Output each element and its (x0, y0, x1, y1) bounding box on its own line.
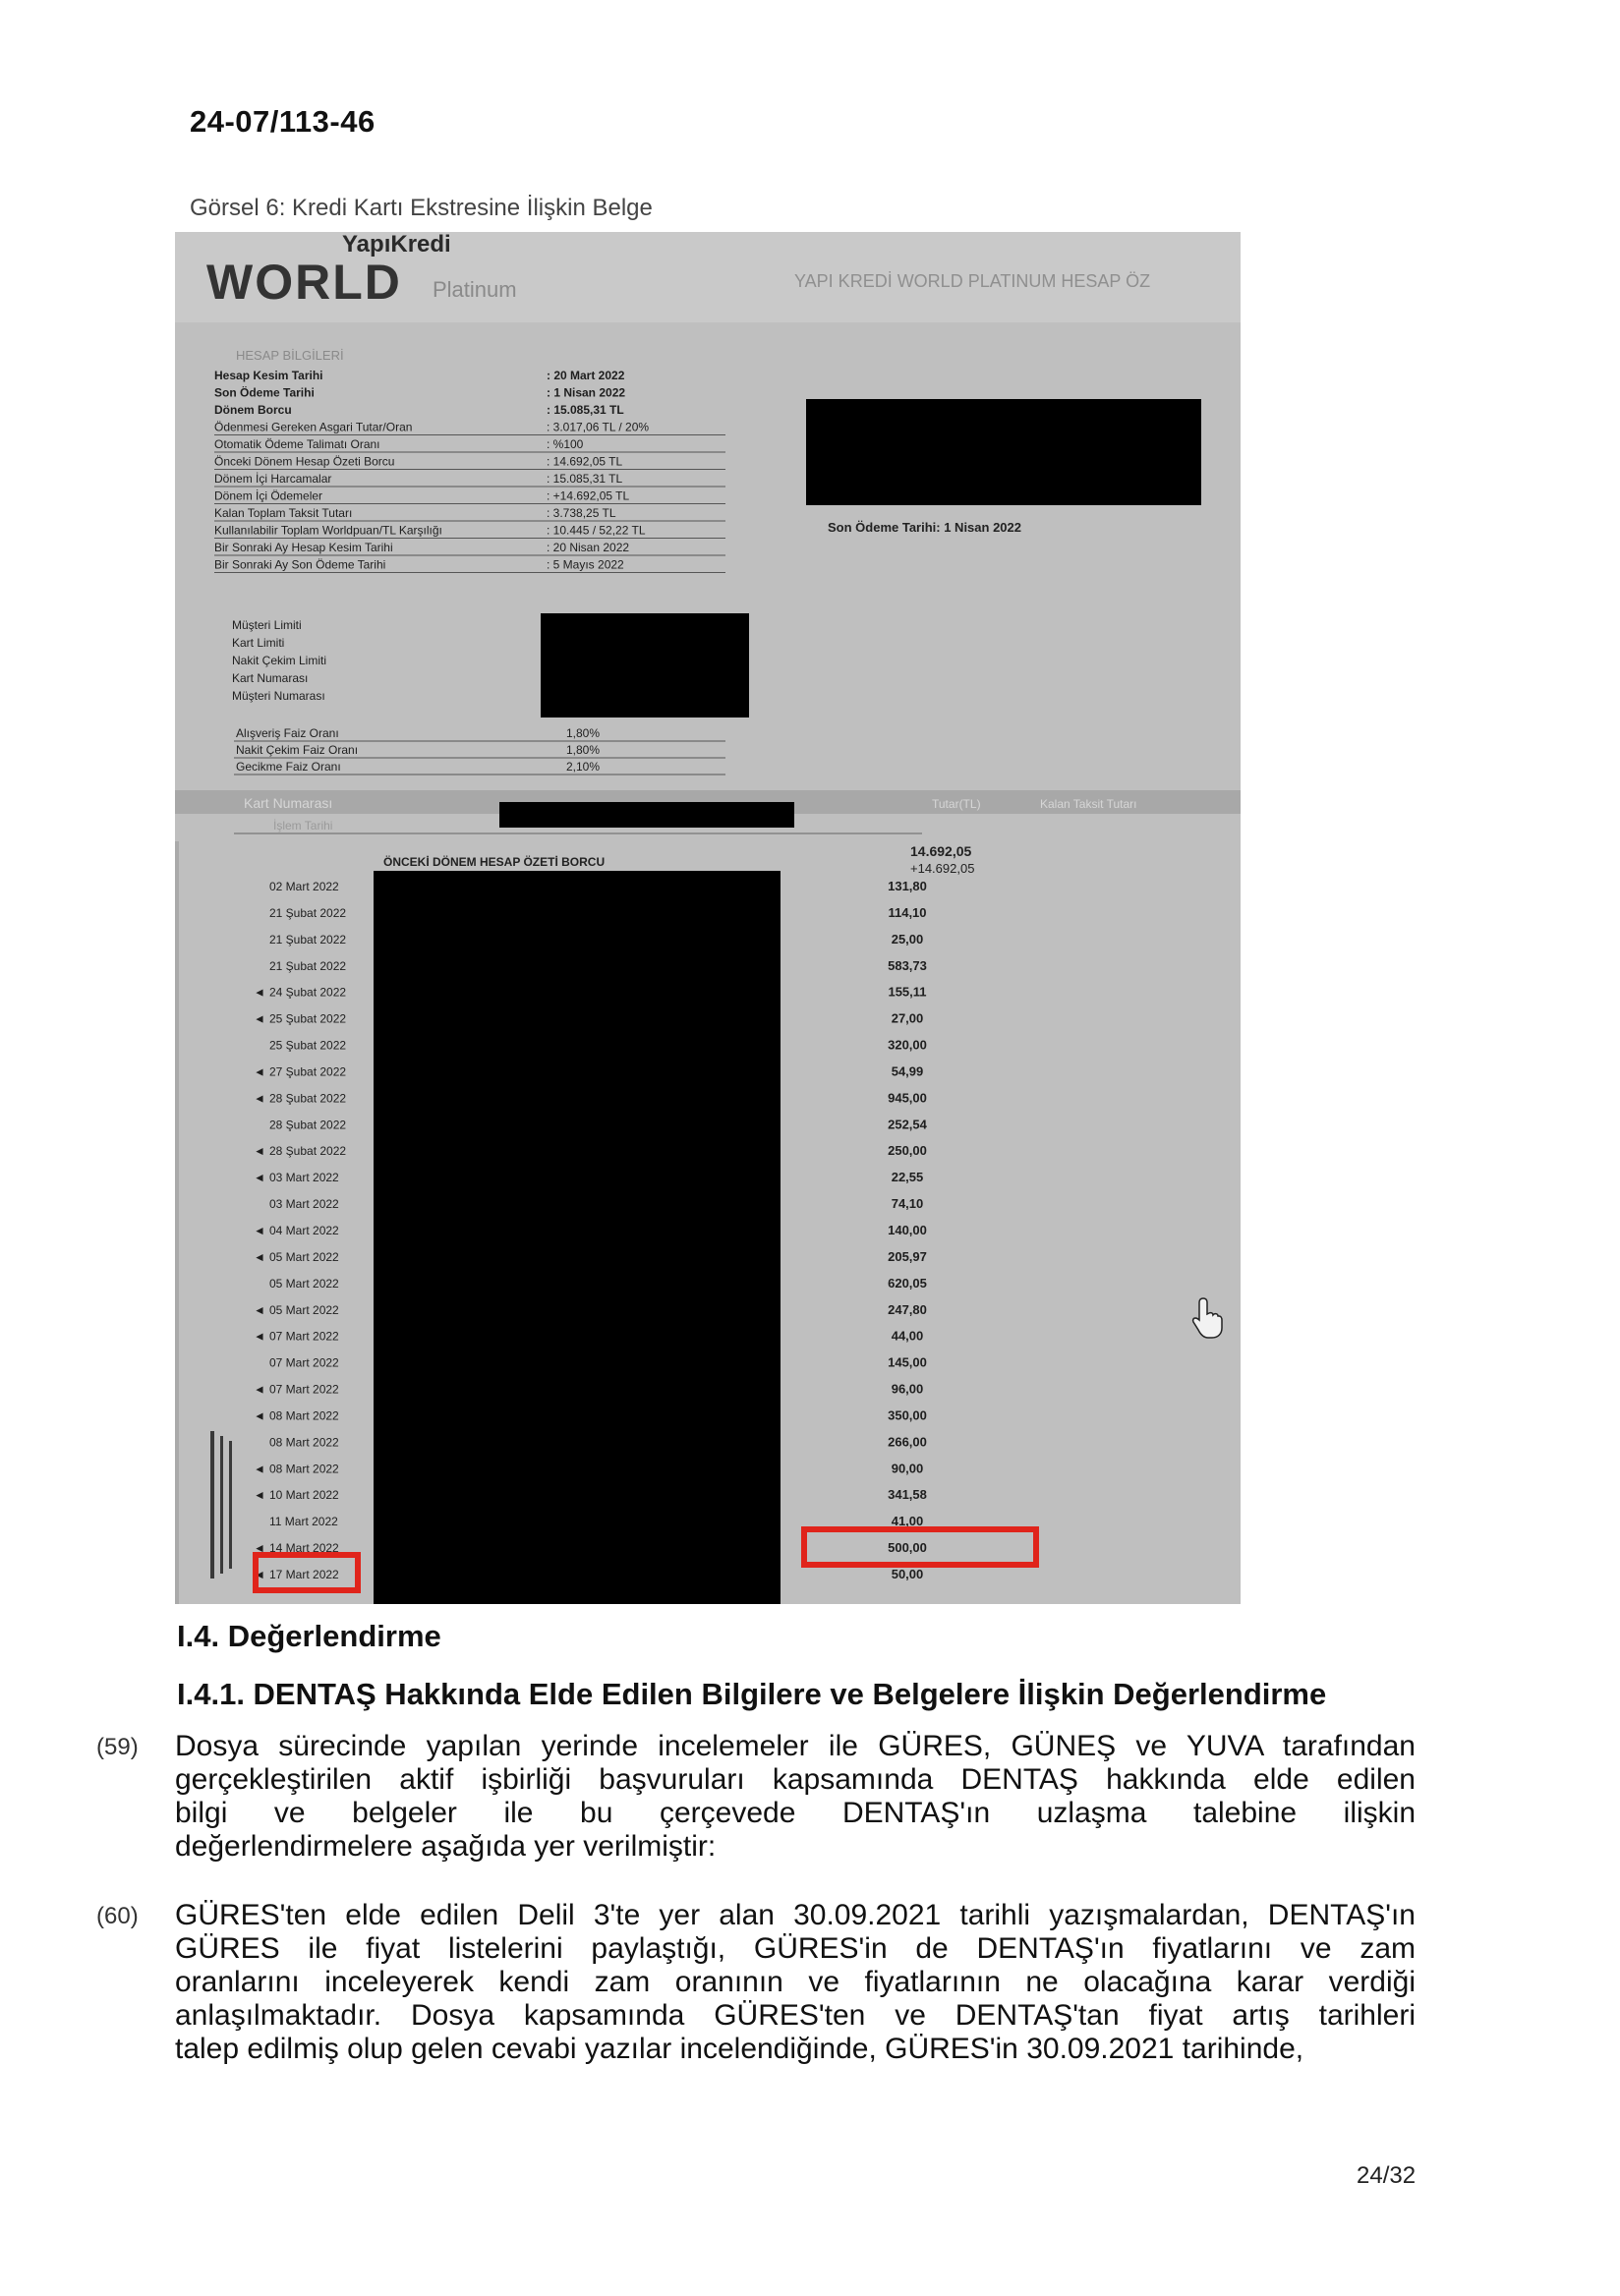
transaction-date: 04 Mart 2022 (269, 1224, 339, 1237)
transaction-amount: 54,99 (891, 1063, 924, 1079)
transaction-date: 08 Mart 2022 (269, 1435, 339, 1450)
paragraph-line: değerlendirmelere aşağıda yer verilmiştir: (175, 1830, 717, 1863)
account-row-value: : 3.738,25 TL (547, 506, 616, 520)
account-row-label: Son Ödeme Tarihi (214, 385, 315, 400)
limit-row-label: Müşteri Limiti (232, 618, 302, 632)
redaction-box (374, 871, 781, 1604)
paragraph-line: GÜRES ile fiyat listelerini paylaştığı, GÜRES'in de DENTAŞ'ın fiyatlarını ve zam (175, 1932, 1416, 1965)
paragraph-line: Dosya sürecinde yapılan yerinde incelemeler ile GÜRES, GÜNEŞ ve YUVA tarafından (175, 1730, 1416, 1762)
transaction-date: 25 Şubat 2022 (269, 1011, 347, 1026)
redaction-box (541, 613, 749, 718)
previous-balance-value: 14.692,05 (910, 843, 972, 859)
table-header-amount: Tutar(TL) (932, 797, 981, 811)
transaction-marker: ◄ (254, 1408, 265, 1423)
previous-balance-label: ÖNCEKİ DÖNEM HESAP ÖZETİ BORCU (383, 855, 606, 869)
page-number: 24/32 (1357, 2162, 1417, 2189)
transaction-amount: 250,00 (888, 1143, 927, 1159)
transaction-amount: 74,10 (891, 1196, 924, 1212)
transaction-amount: 44,00 (891, 1328, 924, 1344)
rate-row-label: Alışveriş Faiz Oranı (236, 726, 339, 740)
transaction-marker: ◄ (254, 1541, 265, 1556)
account-row-value: : +14.692,05 TL (547, 488, 630, 503)
account-row-value: : 3.017,06 TL / 20% (547, 420, 650, 434)
limit-row-label: Kart Limiti (232, 636, 285, 650)
transaction-amount: 145,00 (888, 1354, 927, 1370)
transaction-marker: ◄ (254, 1064, 265, 1079)
account-row-value: : %100 (547, 437, 584, 451)
account-section-label: HESAP BİLGİLERİ (236, 348, 344, 363)
account-row-label: Önceki Dönem Hesap Özeti Borcu (214, 454, 395, 469)
transaction-date: 27 Şubat 2022 (269, 1064, 347, 1079)
transaction-marker: ◄ (254, 1224, 265, 1237)
transaction-date: 11 Mart 2022 (269, 1515, 338, 1529)
rate-row-value: 1,80% (566, 726, 601, 740)
account-row-label: Hesap Kesim Tarihi (214, 369, 323, 382)
account-row-label: Otomatik Ödeme Talimatı Oranı (214, 437, 380, 451)
transaction-amount: 27,00 (891, 1010, 924, 1026)
scan-edge (175, 841, 179, 1604)
figure-caption: Görsel 6: Kredi Kartı Ekstresine İlişkin Belge (190, 195, 653, 221)
transaction-marker: ◄ (254, 1144, 265, 1159)
transaction-amount: 341,58 (888, 1487, 927, 1503)
transaction-amount: 90,00 (891, 1461, 924, 1476)
transaction-date: 10 Mart 2022 (269, 1488, 339, 1503)
account-row-label: Dönem İçi Ödemeler (214, 488, 323, 503)
transaction-date: 05 Mart 2022 (269, 1302, 339, 1317)
transaction-amount: 114,10 (888, 904, 927, 920)
transaction-date: 07 Mart 2022 (269, 1329, 339, 1344)
credit-card-statement-scan (175, 232, 1241, 1604)
document-number: 24-07/113-46 (190, 104, 376, 139)
transaction-amount: 583,73 (888, 957, 927, 973)
transaction-amount: 41,00 (891, 1514, 924, 1529)
transaction-amount: 350,00 (888, 1407, 927, 1423)
world-logo-text: WORLD (206, 255, 402, 310)
paragraph-line: gerçekleştirilen aktif işbirliği başvuruları kapsamında DENTAŞ hakkında elde edilen (175, 1763, 1416, 1796)
transaction-date: 05 Mart 2022 (269, 1249, 339, 1264)
transaction-amount: 252,54 (888, 1117, 927, 1132)
transaction-marker: ◄ (254, 1382, 265, 1397)
account-row-value: : 1 Nisan 2022 (547, 385, 626, 400)
rate-row-value: 2,10% (566, 760, 601, 774)
transaction-amount: 620,05 (888, 1275, 927, 1291)
previous-balance-payment: +14.692,05 (910, 861, 975, 876)
account-row-label: Dönem Borcu (214, 403, 292, 417)
paragraph-line: anlaşılmaktadır. Dosya kapsamında GÜRES'ten ve DENTAŞ'tan fiyat artış tarihleri (175, 1999, 1416, 2032)
transaction-date: 07 Mart 2022 (269, 1355, 339, 1370)
account-row-value: : 14.692,05 TL (547, 454, 623, 469)
paragraph-line: oranlarını inceleyerek kendi zam oranının ve fiyatlarının ne olacağına karar verdiği (175, 1966, 1416, 1998)
rate-row-label: Gecikme Faiz Oranı (236, 760, 341, 774)
transaction-date: 28 Şubat 2022 (269, 1118, 347, 1132)
transaction-date: 21 Şubat 2022 (269, 932, 347, 947)
statement-image (175, 232, 1241, 1604)
table-header-card: Kart Numarası (244, 795, 333, 811)
transaction-marker: ◄ (254, 1568, 265, 1581)
transaction-amount: 50,00 (891, 1567, 924, 1581)
transaction-date: 14 Mart 2022 (269, 1541, 339, 1556)
transaction-date: 25 Şubat 2022 (269, 1038, 347, 1053)
transaction-marker: ◄ (254, 1488, 265, 1503)
account-row-label: Bir Sonraki Ay Son Ödeme Tarihi (214, 557, 386, 572)
section-heading: I.4. Değerlendirme (177, 1619, 441, 1653)
account-row-label: Kalan Toplam Taksit Tutarı (214, 506, 353, 520)
account-row-label: Ödenmesi Gereken Asgari Tutar/Oran (214, 420, 413, 434)
transaction-marker: ◄ (254, 1302, 265, 1317)
transaction-date: 02 Mart 2022 (269, 880, 339, 893)
transaction-date: 08 Mart 2022 (269, 1462, 339, 1476)
transaction-date: 28 Şubat 2022 (269, 1144, 347, 1159)
transaction-amount: 205,97 (888, 1248, 927, 1264)
transaction-amount: 131,80 (888, 879, 927, 893)
statement-header-text: YAPI KREDİ WORLD PLATINUM HESAP ÖZ (794, 271, 1151, 291)
table-header-right: Kalan Taksit Tutarı (1040, 797, 1137, 811)
redaction-box (499, 802, 794, 828)
transaction-marker: ◄ (254, 1462, 265, 1476)
account-row-label: Dönem İçi Harcamalar (214, 472, 332, 486)
account-row-value: : 10.445 / 52,22 TL (547, 523, 646, 538)
paragraph-line: GÜRES'ten elde edilen Delil 3'te yer alan 30.09.2021 tarihli yazışmalardan, DENTAŞ'ın (175, 1899, 1416, 1931)
rate-row-label: Nakit Çekim Faiz Oranı (236, 743, 359, 757)
account-row-value: : 20 Nisan 2022 (547, 541, 630, 554)
transaction-amount: 155,11 (888, 984, 927, 1000)
rate-row-value: 1,80% (566, 743, 601, 757)
paragraph-line: bilgi ve belgeler ile bu çerçevede DENTAŞ'ın uzlaşma talebine ilişkin (175, 1797, 1416, 1829)
transaction-amount: 500,00 (888, 1540, 927, 1556)
transaction-date: 17 Mart 2022 (269, 1568, 339, 1581)
account-row-value: : 20 Mart 2022 (547, 369, 625, 382)
limit-row-label: Kart Numarası (232, 671, 309, 685)
paragraph-number: (59) (96, 1734, 139, 1760)
transaction-amount: 25,00 (891, 931, 924, 947)
transaction-date: 03 Mart 2022 (269, 1197, 339, 1212)
account-row-value: : 15.085,31 TL (547, 472, 623, 486)
transaction-amount: 320,00 (888, 1037, 927, 1053)
transaction-date: 05 Mart 2022 (269, 1276, 339, 1291)
due-date-note: Son Ödeme Tarihi: 1 Nisan 2022 (828, 520, 1021, 535)
account-row-label: Kullanılabilir Toplam Worldpuan/TL Karşılığı (214, 523, 442, 538)
transaction-amount: 945,00 (888, 1090, 927, 1106)
transaction-marker: ◄ (254, 1249, 265, 1264)
transaction-date: 21 Şubat 2022 (269, 905, 347, 920)
transaction-amount: 96,00 (891, 1381, 924, 1397)
transaction-amount: 140,00 (888, 1223, 927, 1237)
transaction-date: 08 Mart 2022 (269, 1408, 339, 1423)
platinum-logo-text: Platinum (433, 277, 517, 302)
transaction-marker: ◄ (254, 1171, 265, 1185)
redaction-box (806, 399, 1201, 505)
transaction-marker: ◄ (254, 1091, 265, 1106)
transaction-marker: ◄ (254, 985, 265, 1000)
transaction-date: 28 Şubat 2022 (269, 1091, 347, 1106)
transaction-date: 07 Mart 2022 (269, 1382, 339, 1397)
transaction-marker: ◄ (254, 1329, 265, 1344)
limit-row-label: Müşteri Numarası (232, 689, 325, 703)
account-row-value: : 15.085,31 TL (547, 403, 624, 417)
limit-row-label: Nakit Çekim Limiti (232, 654, 327, 667)
transaction-amount: 266,00 (888, 1434, 927, 1450)
table-header-date: İşlem Tarihi (273, 819, 333, 832)
transaction-date: 03 Mart 2022 (269, 1171, 339, 1185)
transaction-date: 21 Şubat 2022 (269, 958, 347, 973)
account-row-value: : 5 Mayıs 2022 (547, 557, 624, 572)
paragraph-line: talep edilmiş olup gelen cevabi yazılar incelendiğinde, GÜRES'in 30.09.2021 tarihinde, (175, 2033, 1304, 2065)
account-row-label: Bir Sonraki Ay Hesap Kesim Tarihi (214, 541, 393, 554)
transaction-marker: ◄ (254, 1011, 265, 1026)
transaction-amount: 247,80 (888, 1301, 927, 1317)
paragraph-number: (60) (96, 1903, 139, 1929)
bank-logo-text: YapıKredi (342, 232, 451, 258)
transaction-date: 24 Şubat 2022 (269, 985, 347, 1000)
subsection-heading: I.4.1. DENTAŞ Hakkında Elde Edilen Bilgilere ve Belgelere İlişkin Değerlendirme (177, 1677, 1327, 1711)
transaction-amount: 22,55 (891, 1170, 924, 1185)
